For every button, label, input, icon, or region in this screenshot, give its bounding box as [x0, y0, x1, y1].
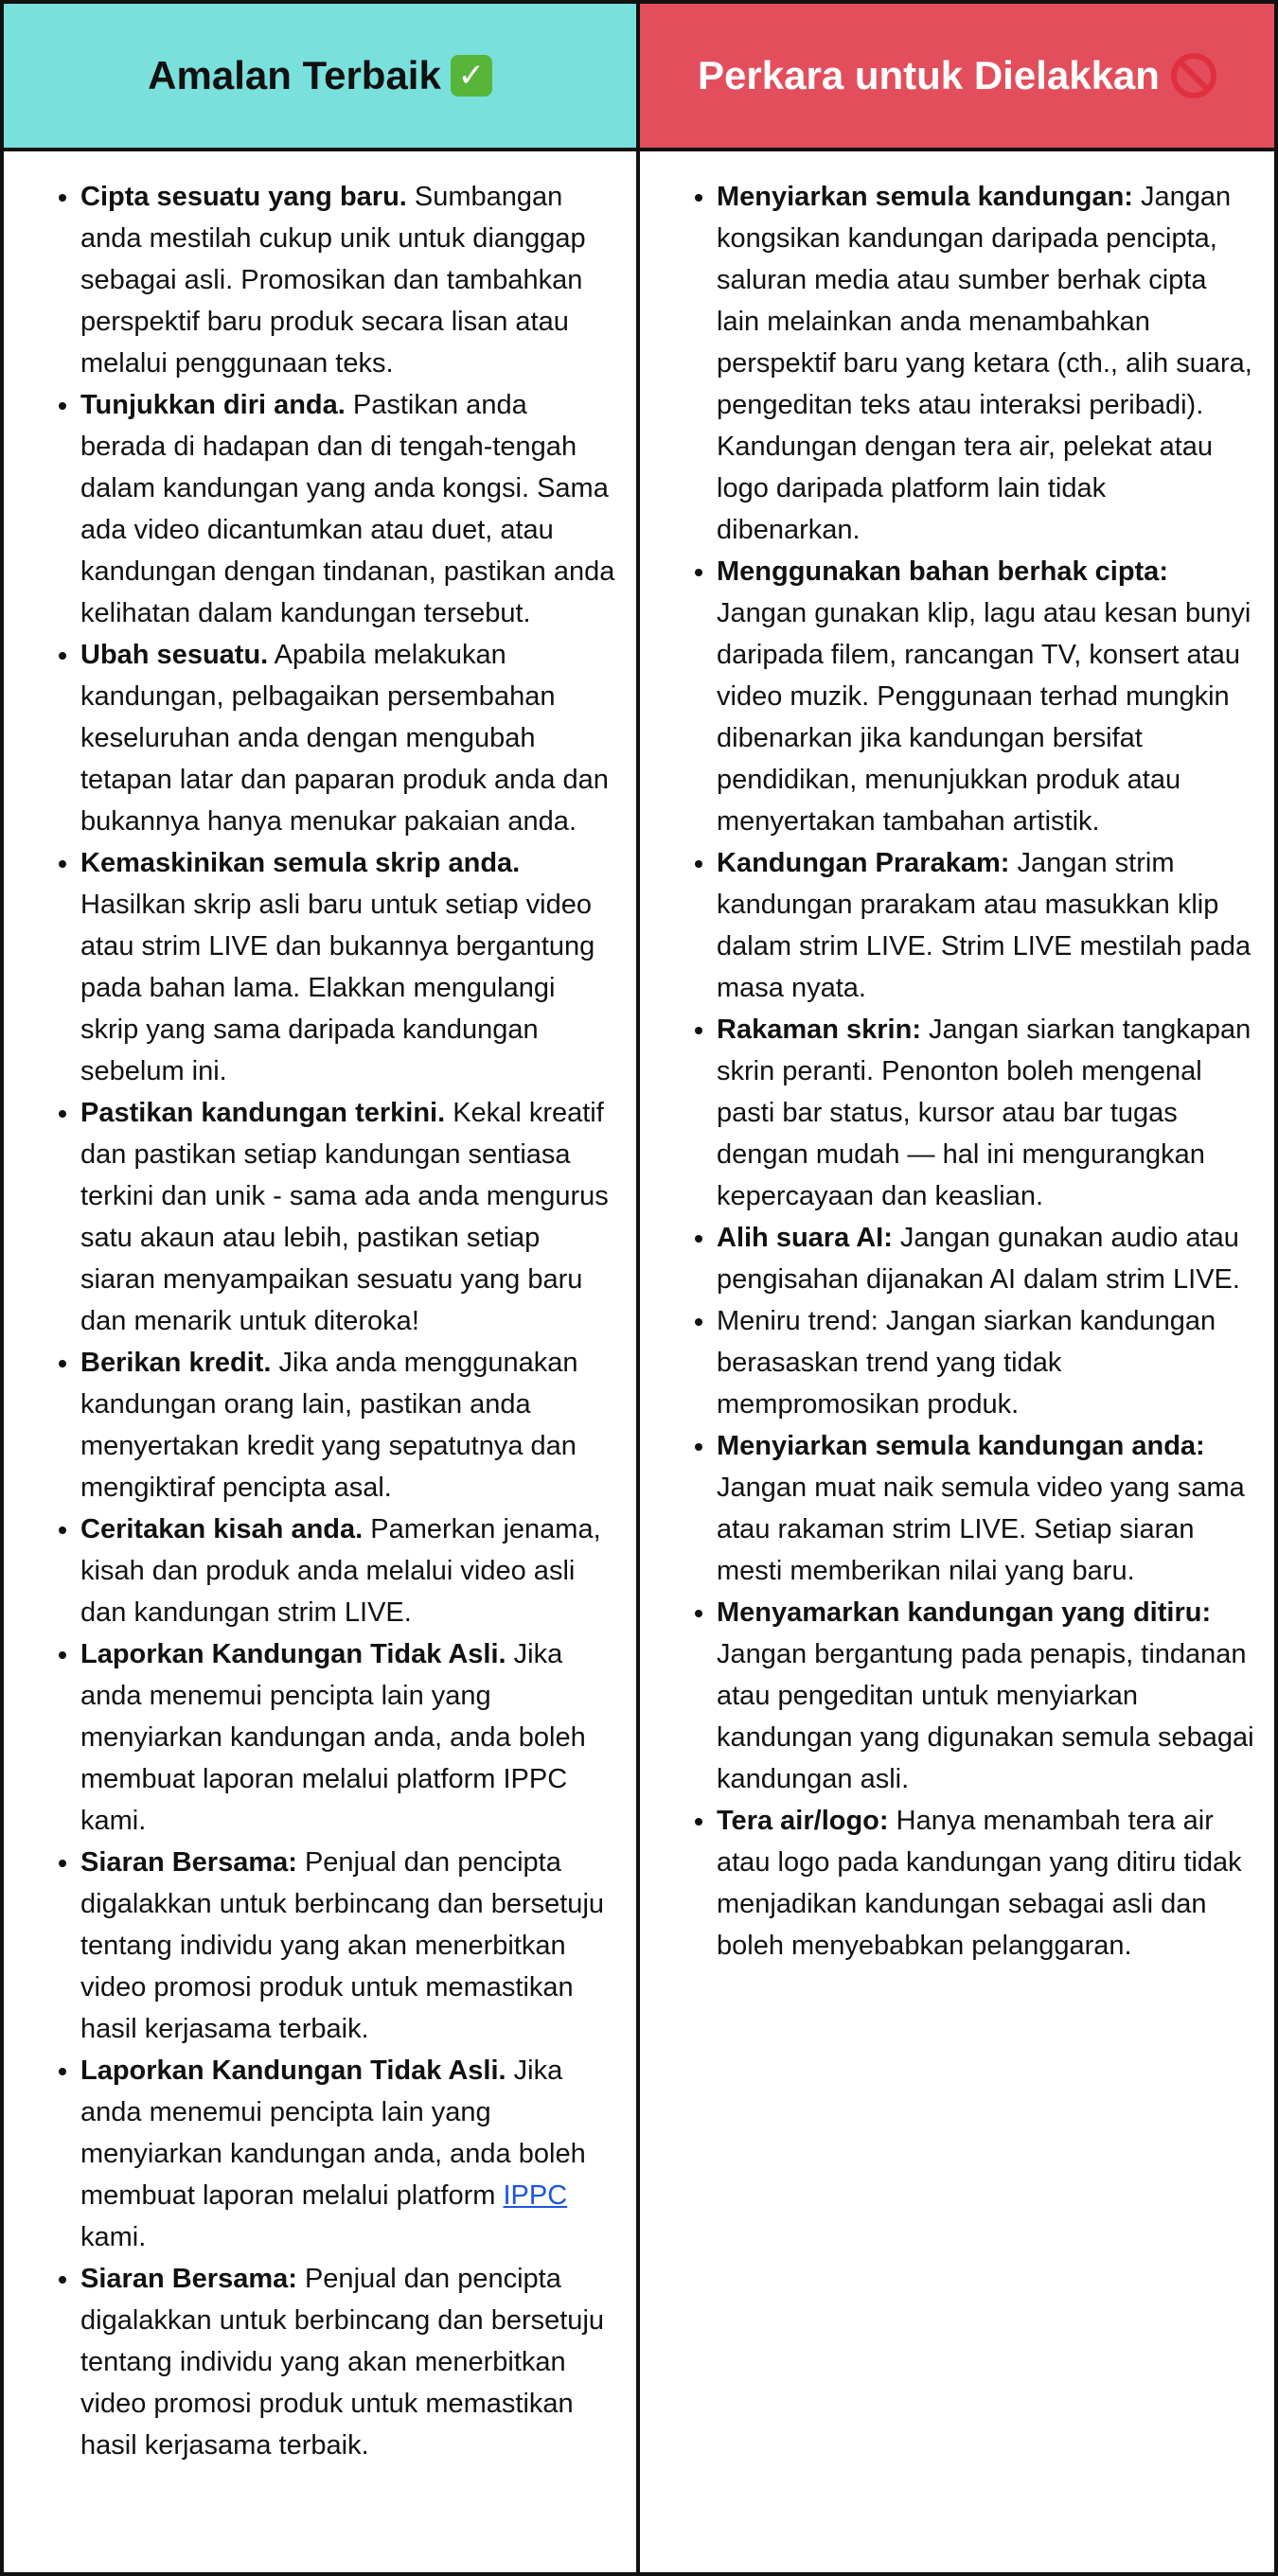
things-to-avoid-title: Perkara untuk Dielakkan	[698, 53, 1160, 97]
list-item: • Pastikan kandungan terkini. Kekal kreatif dan pastikan setiap kandungan sentiasa terkini dan unik - sama ada anda mengurus satu akaun atau lebih, pastikan setiap siaran menyampaikan sesuatu yang baru dan menarik untuk diteroka!	[80, 1092, 617, 1342]
list-item: • Siaran Bersama: Penjual dan pencipta digalakkan untuk berbincang dan bersetuju tentang individu yang akan menerbitkan video promosi produk untuk memastikan hasil kerjasama terbaik.	[80, 1842, 617, 2050]
list-item: • Kandungan Prarakam: Jangan strim kandungan prarakam atau masukkan klip dalam strim LIVE. Strim LIVE mestilah pada masa nyata.	[717, 842, 1255, 1009]
things-to-avoid-header	[640, 4, 1274, 151]
list-item: • Menyiarkan semula kandungan: Jangan kongsikan kandungan daripada pencipta, saluran media atau sumber berhak cipta lain melainkan anda menambahkan perspektif baru yang ketara (cth., alih suara, pengeditan teks atau interaksi peribadi). Kandungan dengan tera air, pelekat atau logo daripada platform lain tidak dibenarkan.	[717, 176, 1255, 551]
ippc-link[interactable]: IPPC	[503, 2180, 568, 2211]
list-item: • Kemaskinikan semula skrip anda. Hasilkan skrip asli baru untuk setiap video atau strim LIVE dan bukannya bergantung pada bahan lama. Elakkan mengulangi skrip yang sama daripada kandungan sebelum ini.	[80, 842, 617, 1092]
list-item: • Meniru trend: Jangan siarkan kandungan berasaskan trend yang tidak mempromosikan produk.	[717, 1300, 1255, 1425]
list-item: • Rakaman skrin: Jangan siarkan tangkapan skrin peranti. Penonton boleh mengenal pasti bar status, kursor atau bar tugas dengan mudah — hal ini mengurangkan kepercayaan dan keaslian.	[717, 1009, 1255, 1217]
list-item: • Cipta sesuatu yang baru. Sumbangan anda mestilah cukup unik untuk dianggap sebagai asli. Promosikan dan tambahkan perspektif baru produk secara lisan atau melalui penggunaan teks.	[80, 176, 617, 384]
list-item: • Tera air/logo: Hanya menambah tera air atau logo pada kandungan yang ditiru tidak menjadikan kandungan sebagai asli dan boleh menyebabkan pelanggaran.	[717, 1800, 1255, 1967]
list-item: • Ceritakan kisah anda. Pamerkan jenama, kisah dan produk anda melalui video asli dan kandungan strim LIVE.	[80, 1509, 617, 1633]
list-item: • Tunjukkan diri anda. Pastikan anda berada di hadapan dan di tengah-tengah dalam kandungan yang anda kongsi. Sama ada video dicantumkan atau duet, atau kandungan dengan tindanan, pastikan anda kelihatan dalam kandungan tersebut.	[80, 384, 617, 634]
list-item: • Laporkan Kandungan Tidak Asli. Jika anda menemui pencipta lain yang menyiarkan kandungan anda, anda boleh membuat laporan melalui platform IPPC kami.	[80, 1633, 617, 1842]
list-item: • Berikan kredit. Jika anda menggunakan kandungan orang lain, pastikan anda menyertakan kredit yang sepatutnya dan mengiktiraf pencipta asal.	[80, 1342, 617, 1509]
things-to-avoid-column	[640, 151, 1274, 2572]
list-item: • Ubah sesuatu. Apabila melakukan kandungan, pelbagaikan persembahan keseluruhan anda dengan mengubah tetapan latar dan paparan produk anda dan bukannya hanya menukar pakaian anda.	[80, 634, 617, 842]
prohibited-icon	[1171, 53, 1216, 98]
best-practices-title: Amalan Terbaik	[148, 53, 441, 97]
list-item: • Menyamarkan kandungan yang ditiru: Jangan bergantung pada penapis, tindanan atau pengeditan untuk menyiarkan kandungan yang digunakan semula sebagai kandungan asli.	[717, 1592, 1255, 1800]
list-item: • Laporkan Kandungan Tidak Asli. Jika anda menemui pencipta lain yang menyiarkan kandungan anda, anda boleh membuat laporan melalui platform IPPC kami.	[80, 2050, 617, 2258]
list-item: • Siaran Bersama: Penjual dan pencipta digalakkan untuk berbincang dan bersetuju tentang individu yang akan menerbitkan video promosi produk untuk memastikan hasil kerjasama terbaik.	[80, 2258, 617, 2466]
list-item: • Alih suara AI: Jangan gunakan audio atau pengisahan dijanakan AI dalam strim LIVE.	[717, 1217, 1255, 1300]
check-mark-icon: ✓	[451, 55, 492, 97]
best-practices-header	[4, 4, 640, 151]
best-practices-column	[4, 151, 640, 2572]
list-item: • Menggunakan bahan berhak cipta: Jangan gunakan klip, lagu atau kesan bunyi daripada filem, rancangan TV, konsert atau video muzik. Penggunaan terhad mungkin dibenarkan jika kandungan bersifat pendidikan, menunjukkan produk atau menyertakan tambahan artistik.	[717, 551, 1255, 842]
list-item: • Menyiarkan semula kandungan anda: Jangan muat naik semula video yang sama atau rakaman strim LIVE. Setiap siaran mesti memberikan nilai yang baru.	[717, 1425, 1255, 1592]
